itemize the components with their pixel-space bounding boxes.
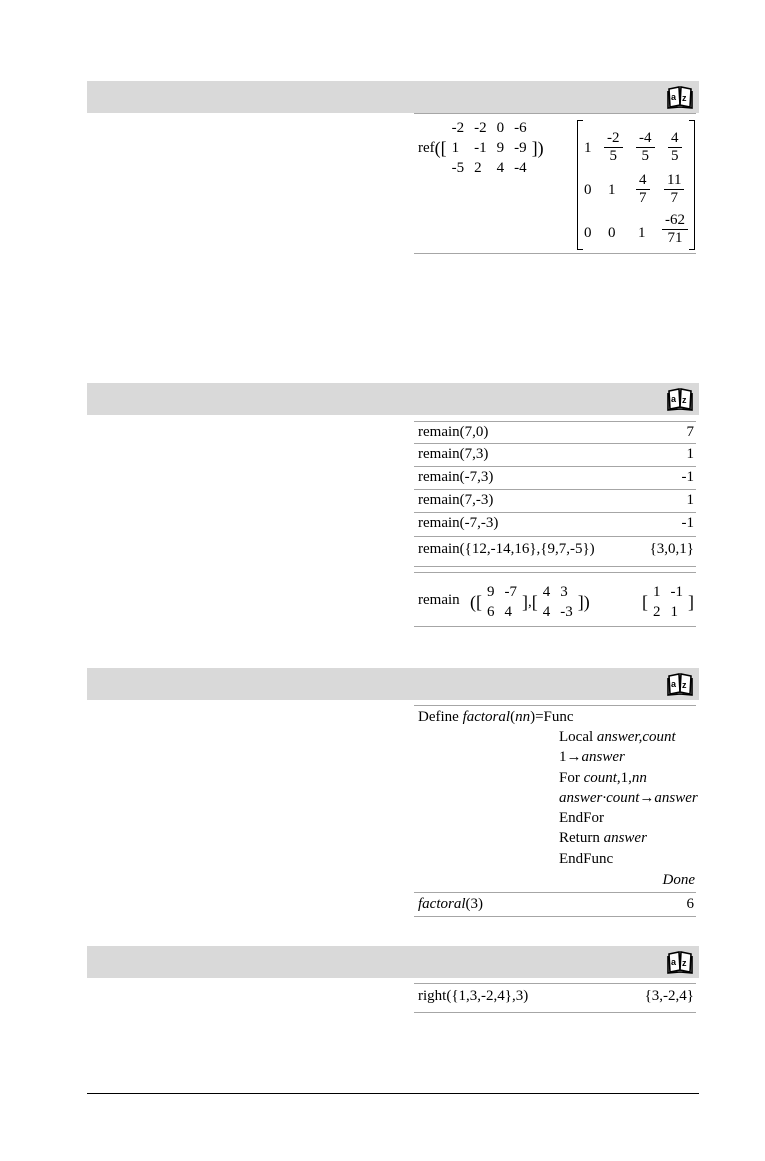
section-header-bar xyxy=(87,946,699,978)
example-row: remain(-7,3) -1 xyxy=(418,469,694,485)
example-divider xyxy=(414,253,696,254)
catalog-book-icon[interactable] xyxy=(667,672,693,696)
example-divider xyxy=(414,113,696,114)
section-header-bar xyxy=(87,383,699,415)
function-body: Local answer,count 1→answer For count,1,nn answer·count→answer EndFor Return answer EndFunc xyxy=(559,729,698,867)
example-row: factoral(3) 6 xyxy=(418,896,694,912)
remain-matrix-input: remain ([ 9 -7 6 4 ],[ 4 3 4 -3 ]) [ 1 -1 2 1 ] xyxy=(418,584,694,620)
ref-input: ref([ -2 -2 0 -6 1 -1 9 -9 -5 2 4 -4 ]) xyxy=(418,120,544,176)
define-line: Define factoral(nn)=Func xyxy=(418,709,574,725)
example-divider xyxy=(414,1012,696,1013)
catalog-book-icon[interactable] xyxy=(667,950,693,974)
example-row: remain(-7,-3) -1 xyxy=(418,515,694,531)
example-divider xyxy=(414,916,696,917)
example-row: remain({12,-14,16},{9,7,-5}) {3,0,1} xyxy=(418,541,694,557)
section-header-bar xyxy=(87,668,699,700)
example-divider xyxy=(414,983,696,984)
catalog-book-icon[interactable] xyxy=(667,387,693,411)
example-row: right({1,3,-2,4},3) {3,-2,4} xyxy=(418,988,694,1004)
example-row: remain(7,0) 7 xyxy=(418,424,694,440)
example-divider xyxy=(414,705,696,706)
ref-result-matrix: 1 $\frac{-2}{5}$ $\frac{-4}{5}$ $\frac{4}{5}$ 0 1 $\frac{4}{7}$ $\frac{11}{7}$ 0 0 1 $\frac{-62}{71}$ xyxy=(577,120,695,250)
example-row: remain(7,-3) 1 xyxy=(418,492,694,508)
example-row: remain(7,3) 1 xyxy=(418,446,694,462)
catalog-book-icon[interactable] xyxy=(667,85,693,109)
example-divider xyxy=(414,626,696,627)
section-header-bar xyxy=(87,81,699,113)
done-output: Done xyxy=(662,872,695,888)
footer-rule xyxy=(87,1093,699,1094)
